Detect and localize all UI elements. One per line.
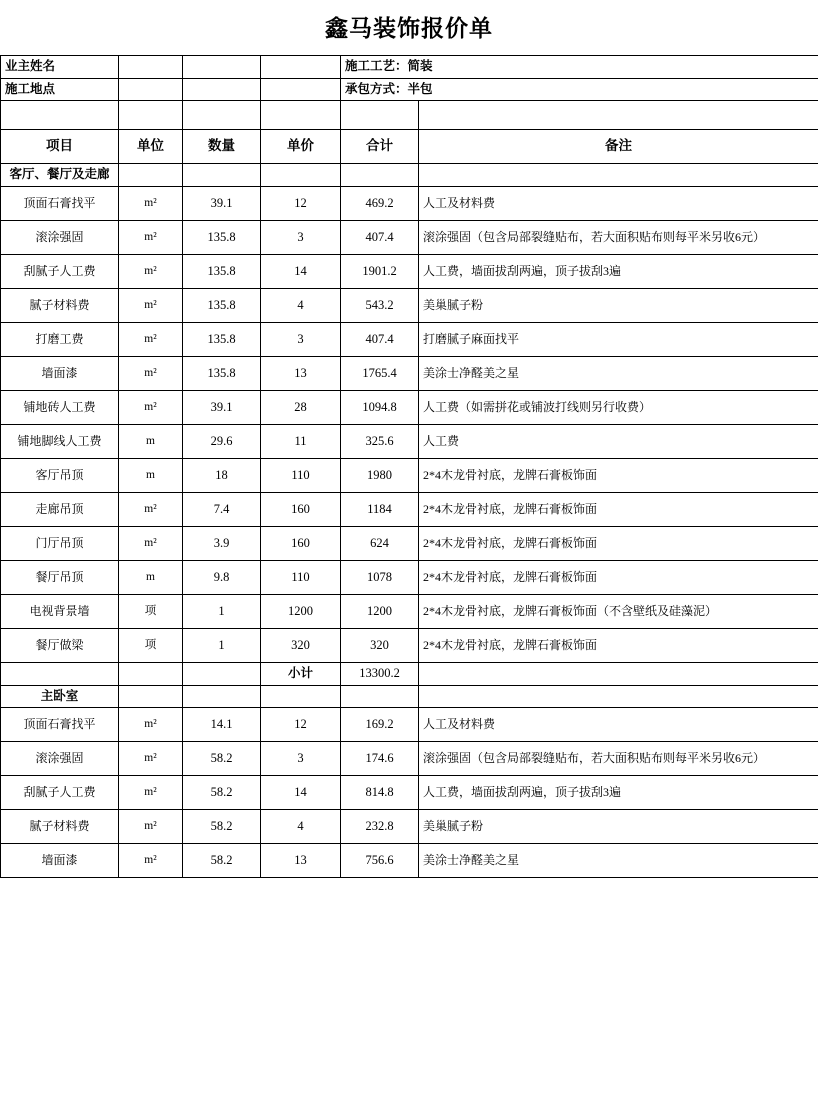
cell-total: 1078: [341, 560, 419, 594]
cell-item: 滚涂强固: [1, 220, 119, 254]
cell-qty: 9.8: [183, 560, 261, 594]
info-row-site: [1, 78, 818, 101]
column-header-qty: 数量: [183, 130, 261, 164]
cell-qty: 39.1: [183, 390, 261, 424]
subtotal-row: [1, 662, 818, 685]
table-row: [1, 776, 818, 810]
cell-qty: 18: [183, 458, 261, 492]
site-value[interactable]: [119, 78, 183, 101]
subtotal-empty-2: [119, 662, 183, 685]
cell-price: 14: [261, 776, 341, 810]
cell-note: 滚涂强固（包含局部裂缝贴布，若大面积贴布则每平米另收6元）: [419, 220, 818, 254]
owner-spacer-1: [183, 56, 261, 79]
table-row: [1, 708, 818, 742]
cell-total: 814.8: [341, 776, 419, 810]
cell-unit: m²: [119, 288, 183, 322]
cell-price: 160: [261, 492, 341, 526]
cell-qty: 39.1: [183, 186, 261, 220]
cell-note: 2*4木龙骨衬底，龙牌石膏板饰面: [419, 628, 818, 662]
site-spacer-1: [183, 78, 261, 101]
table-row: [1, 526, 818, 560]
section-empty-cell: [419, 685, 818, 708]
cell-item: 刮腻子人工费: [1, 776, 119, 810]
cell-note: 美巢腻子粉: [419, 288, 818, 322]
spacer-cell-6: [419, 101, 818, 130]
cell-item: 腻子材料费: [1, 810, 119, 844]
info-row-owner: [1, 56, 818, 79]
contract-label: 承包方式：半包: [341, 78, 818, 101]
cell-total: 1901.2: [341, 254, 419, 288]
cell-unit: m²: [119, 844, 183, 878]
cell-unit: m: [119, 424, 183, 458]
cell-price: 11: [261, 424, 341, 458]
cell-unit: m: [119, 560, 183, 594]
subtotal-note: [419, 662, 818, 685]
table-row: [1, 220, 818, 254]
cell-unit: 项: [119, 628, 183, 662]
cell-qty: 1: [183, 628, 261, 662]
cell-price: 110: [261, 560, 341, 594]
owner-label: 业主姓名: [1, 56, 119, 79]
cell-unit: m²: [119, 356, 183, 390]
table-row: [1, 254, 818, 288]
cell-price: 12: [261, 708, 341, 742]
table-row: [1, 458, 818, 492]
page-title: 鑫马装饰报价单: [325, 16, 493, 41]
cell-item: 铺地脚线人工费: [1, 424, 119, 458]
cell-note: 美涂士净醛美之星: [419, 844, 818, 878]
cell-total: 1184: [341, 492, 419, 526]
cell-note: 美巢腻子粉: [419, 810, 818, 844]
cell-item: 顶面石膏找平: [1, 186, 119, 220]
subtotal-value: 13300.2: [341, 662, 419, 685]
cell-price: 3: [261, 322, 341, 356]
cell-price: 13: [261, 356, 341, 390]
cell-price: 28: [261, 390, 341, 424]
cell-note: 人工及材料费: [419, 186, 818, 220]
craft-label: 施工工艺：简装: [341, 56, 818, 79]
cell-unit: 项: [119, 594, 183, 628]
table-row: [1, 356, 818, 390]
cell-note: 人工费: [419, 424, 818, 458]
section-empty-cell: [261, 164, 341, 187]
cell-note: 滚涂强固（包含局部裂缝贴布，若大面积贴布则每平米另收6元）: [419, 742, 818, 776]
cell-price: 12: [261, 186, 341, 220]
cell-price: 3: [261, 220, 341, 254]
cell-qty: 135.8: [183, 220, 261, 254]
cell-total: 325.6: [341, 424, 419, 458]
cell-price: 3: [261, 742, 341, 776]
cell-unit: m²: [119, 186, 183, 220]
cell-note: 人工费，墙面拔刮两遍，顶子拔刮3遍: [419, 776, 818, 810]
cell-unit: m²: [119, 742, 183, 776]
table-row: [1, 810, 818, 844]
cell-item: 墙面漆: [1, 356, 119, 390]
cell-total: 169.2: [341, 708, 419, 742]
cell-unit: m²: [119, 390, 183, 424]
table-row: [1, 594, 818, 628]
section-empty-cell: [261, 685, 341, 708]
cell-item: 刮腻子人工费: [1, 254, 119, 288]
site-spacer-2: [261, 78, 341, 101]
section-title: 客厅、餐厅及走廊: [1, 164, 119, 187]
cell-item: 墙面漆: [1, 844, 119, 878]
spacer-cell-4: [261, 101, 341, 130]
cell-total: 624: [341, 526, 419, 560]
cell-total: 756.6: [341, 844, 419, 878]
section-empty-cell: [341, 164, 419, 187]
subtotal-empty-1: [1, 662, 119, 685]
spacer-cell-5: [341, 101, 419, 130]
column-header-item: 项目: [1, 130, 119, 164]
cell-item: 门厅吊顶: [1, 526, 119, 560]
section-empty-cell: [341, 685, 419, 708]
section-empty-cell: [419, 164, 818, 187]
cell-price: 320: [261, 628, 341, 662]
site-label: 施工地点: [1, 78, 119, 101]
cell-qty: 135.8: [183, 254, 261, 288]
cell-item: 客厅吊顶: [1, 458, 119, 492]
owner-spacer-2: [261, 56, 341, 79]
cell-total: 174.6: [341, 742, 419, 776]
cell-note: 人工及材料费: [419, 708, 818, 742]
cell-total: 320: [341, 628, 419, 662]
table-header-row: [1, 130, 818, 164]
table-row: [1, 742, 818, 776]
owner-value[interactable]: [119, 56, 183, 79]
cell-total: 1200: [341, 594, 419, 628]
cell-qty: 58.2: [183, 810, 261, 844]
cell-item: 铺地砖人工费: [1, 390, 119, 424]
table-row: [1, 628, 818, 662]
table-row: [1, 560, 818, 594]
section-empty-cell: [119, 164, 183, 187]
cell-qty: 58.2: [183, 776, 261, 810]
cell-qty: 29.6: [183, 424, 261, 458]
cell-total: 1094.8: [341, 390, 419, 424]
cell-item: 餐厅做梁: [1, 628, 119, 662]
cell-price: 14: [261, 254, 341, 288]
cell-unit: m²: [119, 220, 183, 254]
cell-price: 4: [261, 810, 341, 844]
cell-qty: 1: [183, 594, 261, 628]
table-body: [1, 164, 818, 878]
column-header-total: 合计: [341, 130, 419, 164]
cell-unit: m²: [119, 810, 183, 844]
cell-total: 232.8: [341, 810, 419, 844]
cell-qty: 135.8: [183, 322, 261, 356]
cell-item: 腻子材料费: [1, 288, 119, 322]
cell-note: 人工费（如需拼花或铺波打线则另行收费）: [419, 390, 818, 424]
cell-qty: 58.2: [183, 742, 261, 776]
table-row: [1, 844, 818, 878]
column-header-note: 备注: [419, 130, 818, 164]
cell-unit: m²: [119, 254, 183, 288]
table-row: [1, 424, 818, 458]
cell-item: 滚涂强固: [1, 742, 119, 776]
section-empty-cell: [183, 685, 261, 708]
table-row: [1, 492, 818, 526]
cell-item: 电视背景墙: [1, 594, 119, 628]
column-header-price: 单价: [261, 130, 341, 164]
cell-note: 2*4木龙骨衬底，龙牌石膏板饰面（不含壁纸及硅藻泥）: [419, 594, 818, 628]
cell-item: 餐厅吊顶: [1, 560, 119, 594]
cell-total: 407.4: [341, 220, 419, 254]
cell-price: 110: [261, 458, 341, 492]
cell-unit: m²: [119, 492, 183, 526]
cell-qty: 58.2: [183, 844, 261, 878]
cell-qty: 135.8: [183, 288, 261, 322]
cell-total: 469.2: [341, 186, 419, 220]
cell-qty: 3.9: [183, 526, 261, 560]
cell-note: 美涂士净醛美之星: [419, 356, 818, 390]
spacer-cell-3: [183, 101, 261, 130]
cell-qty: 135.8: [183, 356, 261, 390]
subtotal-empty-3: [183, 662, 261, 685]
cell-price: 1200: [261, 594, 341, 628]
subtotal-label: 小计: [261, 662, 341, 685]
cell-note: 人工费，墙面拔刮两遍，顶子拔刮3遍: [419, 254, 818, 288]
quotation-table: [0, 55, 818, 878]
table-row: [1, 288, 818, 322]
cell-total: 407.4: [341, 322, 419, 356]
cell-price: 160: [261, 526, 341, 560]
section-empty-cell: [183, 164, 261, 187]
cell-unit: m²: [119, 708, 183, 742]
cell-note: 2*4木龙骨衬底，龙牌石膏板饰面: [419, 526, 818, 560]
section-empty-cell: [119, 685, 183, 708]
cell-unit: m²: [119, 776, 183, 810]
cell-unit: m²: [119, 526, 183, 560]
table-row: [1, 186, 818, 220]
cell-unit: m: [119, 458, 183, 492]
cell-price: 13: [261, 844, 341, 878]
cell-qty: 7.4: [183, 492, 261, 526]
cell-item: 顶面石膏找平: [1, 708, 119, 742]
section-title: 主卧室: [1, 685, 119, 708]
spacer-row: [1, 101, 818, 130]
column-header-unit: 单位: [119, 130, 183, 164]
cell-total: 543.2: [341, 288, 419, 322]
cell-total: 1765.4: [341, 356, 419, 390]
table-row: [1, 390, 818, 424]
section-header-row: [1, 164, 818, 187]
cell-total: 1980: [341, 458, 419, 492]
cell-unit: m²: [119, 322, 183, 356]
cell-note: 2*4木龙骨衬底，龙牌石膏板饰面: [419, 560, 818, 594]
cell-note: 2*4木龙骨衬底，龙牌石膏板饰面: [419, 458, 818, 492]
cell-qty: 14.1: [183, 708, 261, 742]
cell-note: 2*4木龙骨衬底，龙牌石膏板饰面: [419, 492, 818, 526]
cell-item: 走廊吊顶: [1, 492, 119, 526]
table-row: [1, 322, 818, 356]
cell-note: 打磨腻子麻面找平: [419, 322, 818, 356]
cell-price: 4: [261, 288, 341, 322]
section-header-row: [1, 685, 818, 708]
cell-item: 打磨工费: [1, 322, 119, 356]
spacer-cell-2: [119, 101, 183, 130]
spacer-cell-1: [1, 101, 119, 130]
